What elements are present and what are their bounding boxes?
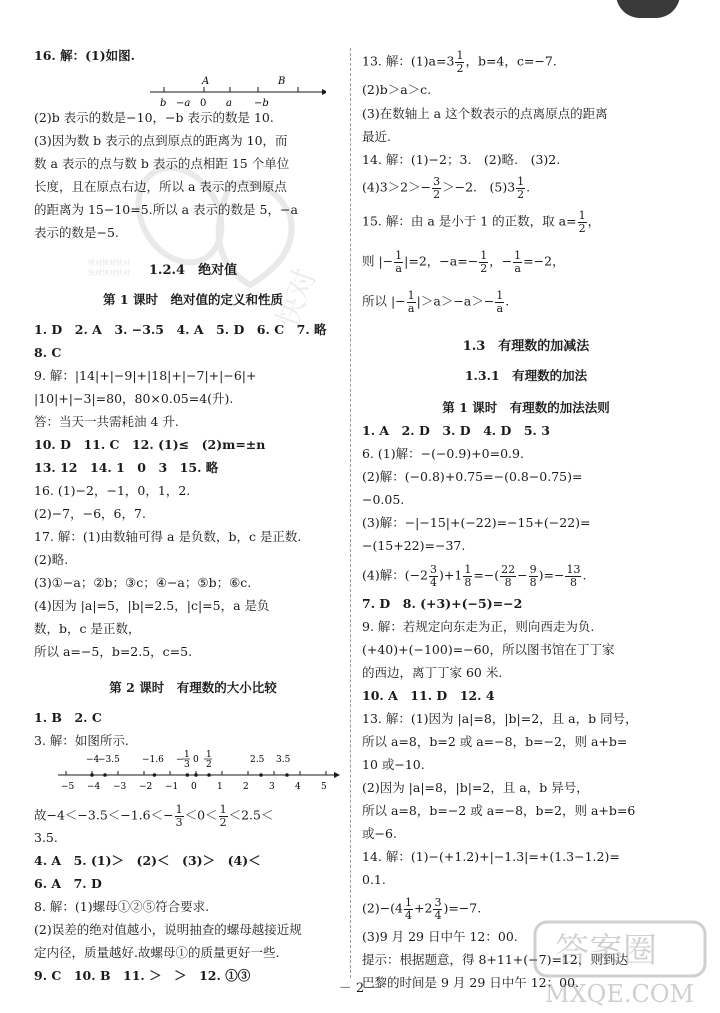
r-q14-1: 14. 解：(1)−2；3. (2)略. (3)2.	[362, 152, 561, 167]
svg-text:−: −	[176, 755, 184, 765]
answers-6-7: 6. A 7. D	[34, 876, 102, 891]
r-q9-a: 9. 解：若规定向东走为正，则向西走为负.	[362, 619, 595, 634]
r-q14-1b: 0.1.	[362, 872, 386, 887]
r-lesson-1-title: 第 1 课时 有理数的加法法则	[442, 400, 610, 415]
nl2-point	[285, 773, 289, 777]
nl2-tick-label: −3	[113, 782, 127, 792]
q17-4b: 数，b，c 是正数，	[34, 621, 141, 636]
q17-4a: (4)因为 |a|=5，|b|=2.5，|c|=5，a 是负	[34, 598, 270, 613]
q9-b: |10|+|−3|=80，80×0.05=4(升).	[34, 391, 234, 406]
svg-text:A: A	[202, 76, 210, 87]
svg-text:−b: −b	[254, 98, 269, 109]
q16-1: 16. (1)−2，−1，0，1，2.	[34, 483, 191, 498]
nl2-ticks	[66, 771, 326, 777]
q16-3c: 长度，且在原点右边，所以 a 表示的点到原点	[34, 179, 287, 194]
q16-2: (2)b 表示的数是−10，−b 表示的数是 10.	[34, 110, 274, 125]
q16-2b: (2)−7，−6，6，7.	[34, 506, 146, 521]
svg-text:−4: −4	[86, 755, 100, 765]
r-q13-1: 13. 解：(1)a=3 $\frac{1}{2}$ ，b=4，c=−7.	[362, 49, 557, 75]
nl2-tick-label: −4	[87, 782, 101, 792]
nl2-point	[186, 773, 190, 777]
nl2-tick-label: −1	[165, 782, 179, 792]
r-q15-1: 15. 解：由 a 是小于 1 的正数，取 a= $\frac{1}{2}$ ，	[362, 209, 601, 235]
svg-text:0: 0	[193, 755, 199, 765]
svg-text:a: a	[226, 98, 232, 109]
q16-3d: 的距离为 15−10=5.所以 a 表示的数是 5，−a	[34, 202, 298, 217]
nl2-tick-label: 1	[217, 782, 223, 792]
r-q9-c: 的西边，离丁丁家 60 米.	[362, 665, 503, 680]
q3: 3. 解：如图所示.	[34, 733, 129, 748]
svg-text:−3.5: −3.5	[98, 755, 120, 765]
q16-line: 16. 解：(1)如图.	[34, 48, 135, 63]
section-1-2-4: 1.2.4 绝对值	[148, 263, 238, 278]
nl2-point	[153, 773, 157, 777]
lesson-2-title: 第 2 课时 有理数的大小比较	[109, 680, 277, 695]
svg-text:3: 3	[184, 760, 190, 770]
q16-3a: (3)因为数 b 表示的点到原点的距离为 10，而	[34, 133, 288, 148]
svg-text:1: 1	[184, 750, 190, 760]
r-q13-1a: 13. 解：(1)因为 |a|=8，|b|=2，且 a，b 同号，	[362, 711, 638, 726]
r-q6-3a: (3)解：−|−15|+(−22)=−15+(−22)=	[362, 515, 591, 530]
r-q6-2b: −0.05.	[362, 492, 405, 507]
number-line-2	[34, 747, 352, 799]
answers-1-7: 1. D 2. A 3. −3.5 4. A 5. D 6. C 7. 略	[34, 322, 327, 337]
r-answers-7-8: 7. D 8. (+3)+(−5)=−2	[362, 596, 523, 611]
r-q13-2c: 或−6.	[362, 826, 397, 841]
r-q13-1c: 10 或−10.	[362, 757, 425, 772]
r-q14-2: (2)−(4 $\frac{1}{4}$ +2 $\frac{3}{4}$ )=−7.	[362, 896, 482, 922]
r-q14-4: (4)3＞2＞− $\frac{3}{2}$ ＞−2. (5)3 $\frac{1}{2}$ .	[362, 175, 531, 201]
nl2-point	[90, 773, 94, 777]
watermark-big: 快对	[270, 263, 324, 333]
section-1-3-1: 1.3.1 有理数的加法	[464, 368, 588, 383]
r-q13-3a: (3)在数轴上 a 这个数表示的点离原点的距离	[362, 106, 608, 121]
nl2-tick-label: −2	[139, 782, 153, 792]
svg-text:2.5: 2.5	[250, 755, 265, 765]
q17-3: (3)①−a；②b；③c；④−a；⑤b；⑥c.	[34, 575, 252, 590]
q9-c: 答：当天一共需耗油 4 升.	[34, 414, 179, 429]
r-q6-4: (4)解：(−2 $\frac{3}{4}$ )+1 $\frac{1}{8}$ =−( $\frac{22}{8}$ − $\frac{9}{8}$ )=− $\frac{13}{8}$ .	[362, 563, 587, 589]
r-q6-1: 6. (1)解：−(−0.9)+0=0.9.	[362, 446, 524, 461]
nl2-tick-label: 3	[269, 782, 275, 792]
answer-8: 8. C	[34, 345, 62, 360]
nl2-tick-label: 0	[191, 782, 197, 792]
number-line-1	[146, 76, 326, 110]
lesson-1-title: 第 1 课时 绝对值的定义和性质	[103, 292, 283, 307]
r-q13-2: (2)b＞a＞c.	[362, 82, 432, 97]
svg-text:B: B	[278, 76, 286, 87]
nl2-tick-label: 5	[321, 782, 327, 792]
answers-10-12: 10. D 11. C 12. (1)≤ (2)m=±n	[34, 437, 266, 452]
q3-conclusion-b: 3.5.	[34, 830, 58, 845]
r-q6-3b: −(15+22)=−37.	[362, 538, 466, 553]
q17-2: (2)略.	[34, 552, 69, 567]
nl2-point	[207, 773, 211, 777]
answers-9-12: 9. C 10. B 11. ＞ ＞ 12. ①③	[34, 968, 251, 983]
answers-4-5: 4. A 5. (1)＞ (2)＜ (3)＞ (4)＜	[34, 853, 261, 868]
page-number: － 2 －	[338, 981, 382, 996]
q16-3b: 数 a 表示的点与数 b 表示的点相距 15 个单位	[34, 156, 290, 171]
r-q14-3: (3)9 月 29 日中午 12：00.	[362, 929, 518, 944]
r-q13-1b: 所以 a=8，b=2 或 a=−8，b=−2，则 a+b=	[362, 734, 628, 749]
svg-text:3.5: 3.5	[276, 755, 291, 765]
nl2-tick-label: 2	[243, 782, 249, 792]
r-q15-3: 所以 |− $\frac{1}{a}$ |＞a＞−a＞− $\frac{1}{a}$ .	[362, 289, 510, 315]
r-q15-2: 则 |− $\frac{1}{a}$ |=2，−a=− $\frac{1}{2}$ ，− $\frac{1}{a}$ =−2，	[362, 249, 565, 275]
logo-text: 答案圈	[555, 931, 657, 971]
q17-1: 17. 解：(1)由数轴可得 a 是负数，b，c 是正数.	[34, 529, 302, 544]
r-q13-3b: 最近.	[362, 129, 391, 144]
r-q14-hint-b: 巴黎的时间是 9 月 29 日中午 12：00.	[362, 975, 580, 990]
q9-a: 9. 解：|14|+|−9|+|18|+|−7|+|−6|+	[34, 368, 257, 383]
r-q14-1a: 14. 解：(1)−(+1.2)+|−1.3|=+(1.3−1.2)=	[362, 849, 620, 864]
section-1-3: 1.3 有理数的加减法	[462, 339, 590, 354]
svg-text:1: 1	[206, 750, 212, 760]
watermark-small-2: 快对快对快对	[88, 269, 130, 277]
answers-13-15: 13. 12 14. 1 0 3 15. 略	[34, 460, 219, 475]
answers-1-2: 1. B 2. C	[34, 710, 102, 725]
svg-text:−1.6: −1.6	[142, 755, 164, 765]
svg-text:b: b	[160, 98, 167, 109]
nl2-tick-label: 4	[295, 782, 301, 792]
r-answers-1-5: 1. A 2. D 3. D 4. D 5. 3	[362, 423, 550, 438]
r-q14-hint-a: 提示：根据题意，得 8+11+(−7)=12，则到达	[362, 952, 628, 967]
r-answers-10-12: 10. A 11. D 12. 4	[362, 688, 495, 703]
q8-2b: 定内径，质量越好.故螺母①的质量更好一些.	[34, 945, 280, 960]
nl2-point	[259, 773, 263, 777]
logo-url: MXQE.COM	[545, 980, 695, 1008]
nl2-point	[103, 773, 107, 777]
r-q13-2a: (2)因为 |a|=8，|b|=2，且 a，b 异号，	[362, 780, 589, 795]
nl2-point	[194, 773, 198, 777]
svg-text:0: 0	[200, 98, 207, 109]
q8-1: 8. 解：(1)螺母①②⑤符合要求.	[34, 899, 210, 914]
svg-text:2: 2	[206, 760, 212, 770]
svg-text:−a: −a	[176, 98, 191, 109]
r-q9-b: (+40)+(−100)=−60，所以图书馆在丁丁家	[362, 642, 615, 657]
q3-conclusion: 故−4＜−3.5＜−1.6＜− $\frac{1}{3}$ ＜0＜ $\frac{1}{2}$ ＜2.5＜	[34, 803, 274, 829]
watermark-small-1: 快对快对快对	[88, 259, 130, 267]
page-corner-tab	[616, 0, 680, 18]
q8-2a: (2)误差的绝对值越小，说明抽查的螺母越接近规	[34, 922, 302, 937]
r-q6-2a: (2)解：(−0.8)+0.75=−(0.8−0.75)=	[362, 469, 583, 484]
q16-3e: 表示的数是−5.	[34, 225, 119, 240]
nl2-tick-label: −5	[61, 782, 75, 792]
column-divider	[350, 48, 351, 978]
q17-4c: 所以 a=−5，b=2.5，c=5.	[34, 644, 193, 659]
nl2-tick-labels	[61, 782, 327, 792]
r-q13-2b: 所以 a=8，b=−2 或 a=−8，b=2，则 a+b=6	[362, 803, 636, 818]
